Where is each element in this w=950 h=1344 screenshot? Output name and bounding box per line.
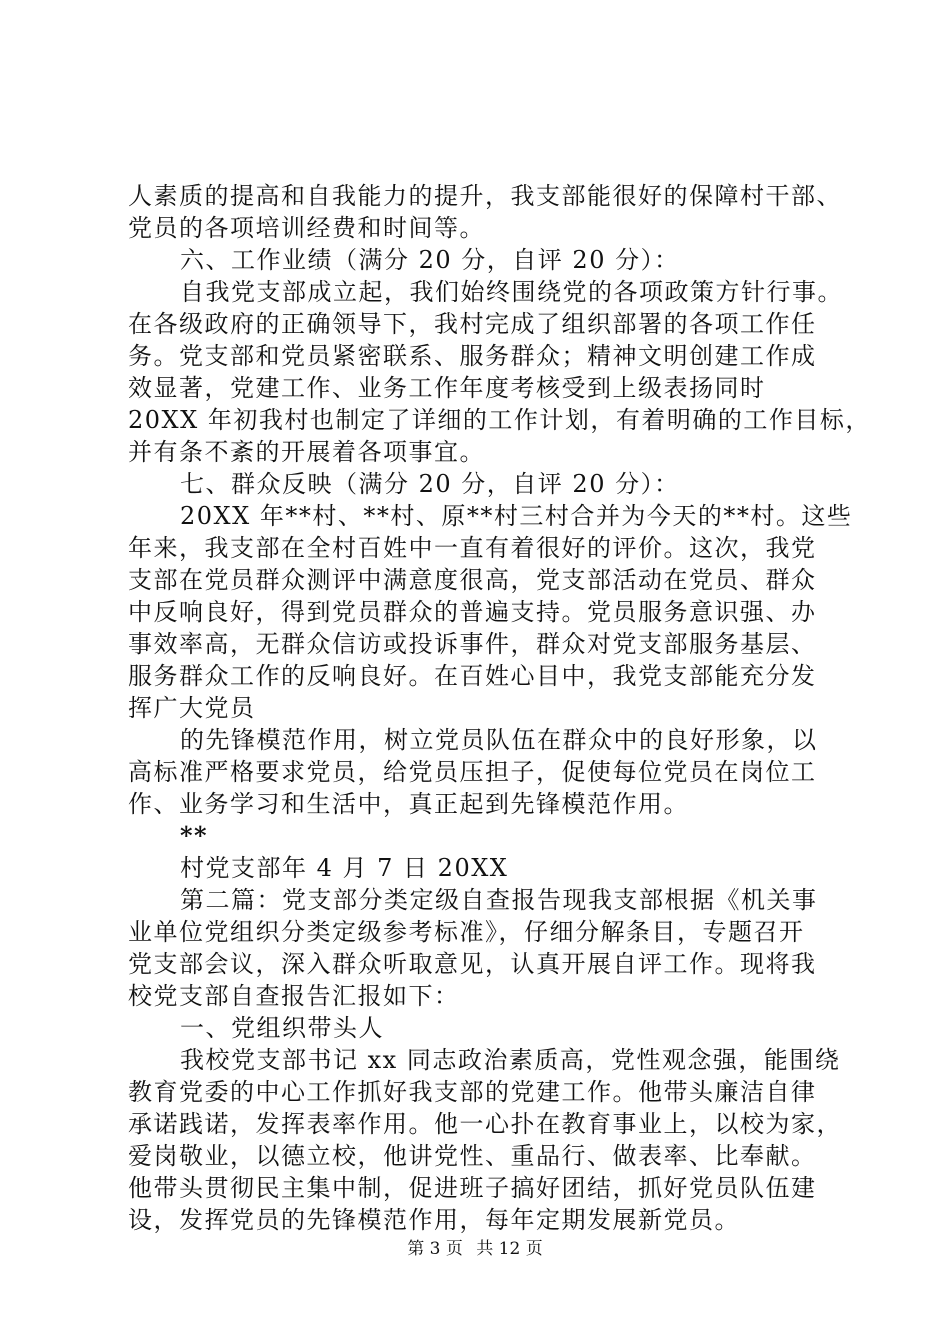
body-line: 校党支部自查报告汇报如下： — [128, 982, 460, 1010]
body-line: 挥广大党员 — [128, 694, 256, 722]
body-line: 并有条不紊的开展着各项事宜。 — [128, 438, 485, 466]
page-number: 第 3 页 — [407, 1239, 463, 1259]
page-total: 共 12 页 — [476, 1239, 543, 1259]
body-line: 人素质的提高和自我能力的提升，我支部能很好的保障村干部、 — [128, 182, 842, 210]
body-line: 我校党支部书记 xx 同志政治素质高，党性观念强，能围绕 — [180, 1046, 841, 1074]
body-line: 设，发挥党员的先锋模范作用，每年定期发展新党员。 — [128, 1206, 740, 1234]
section-heading: 七、群众反映（满分 20 分，自评 20 分）： — [180, 470, 680, 498]
body-line: 高标准严格要求党员，给党员压担子，促使每位党员在岗位工 — [128, 758, 817, 786]
body-line: 年来，我支部在全村百姓中一直有着很好的评价。这次，我党 — [128, 534, 817, 562]
body-line: 效显著，党建工作、业务工作年度考核受到上级表扬同时 — [128, 374, 766, 402]
signature-date: 村党支部年 4 月 7 日 20XX — [180, 854, 509, 882]
body-line: 党员的各项培训经费和时间等。 — [128, 214, 485, 242]
body-line: 20XX 年初我村也制定了详细的工作计划，有着明确的工作目标， — [128, 406, 871, 434]
redacted-name: ** — [180, 821, 209, 850]
body-line: 服务群众工作的反响良好。在百姓心目中，我党支部能充分发 — [128, 662, 817, 690]
page-footer — [0, 1238, 950, 1260]
body-line: 承诺践诺，发挥表率作用。他一心扑在教育事业上，以校为家， — [128, 1110, 842, 1138]
body-line: 党支部会议，深入群众听取意见，认真开展自评工作。现将我 — [128, 950, 817, 978]
body-line: 支部在党员群众测评中满意度很高，党支部活动在党员、群众 — [128, 566, 817, 594]
body-line: 务。党支部和党员紧密联系、服务群众；精神文明创建工作成 — [128, 342, 817, 370]
body-line: 中反响良好，得到党员群众的普遍支持。党员服务意识强、办 — [128, 598, 817, 626]
body-line: 在各级政府的正确领导下，我村完成了组织部署的各项工作任 — [128, 310, 817, 338]
body-line: 他带头贯彻民主集中制，促进班子搞好团结，抓好党员队伍建 — [128, 1174, 817, 1202]
body-line: 的先锋模范作用，树立党员队伍在群众中的良好形象，以 — [180, 726, 818, 754]
body-line: 20XX 年**村、**村、原**村三村合并为今天的**村。这些 — [180, 502, 853, 530]
section-heading: 一、党组织带头人 — [180, 1014, 384, 1042]
section-heading: 六、工作业绩（满分 20 分，自评 20 分）： — [180, 246, 680, 274]
body-line: 作、业务学习和生活中，真正起到先锋模范作用。 — [128, 790, 689, 818]
body-line: 第二篇：党支部分类定级自查报告现我支部根据《机关事 — [180, 886, 818, 914]
body-line: 教育党委的中心工作抓好我支部的党建工作。他带头廉洁自律 — [128, 1078, 817, 1106]
body-line: 业单位党组织分类定级参考标准》，仔细分解条目，专题召开 — [128, 918, 805, 946]
body-line: 自我党支部成立起，我们始终围绕党的各项政策方针行事。 — [180, 278, 843, 306]
body-line: 事效率高，无群众信访或投诉事件，群众对党支部服务基层、 — [128, 630, 817, 658]
body-line: 爱岗敬业，以德立校，他讲党性、重品行、做表率、比奉献。 — [128, 1142, 817, 1170]
